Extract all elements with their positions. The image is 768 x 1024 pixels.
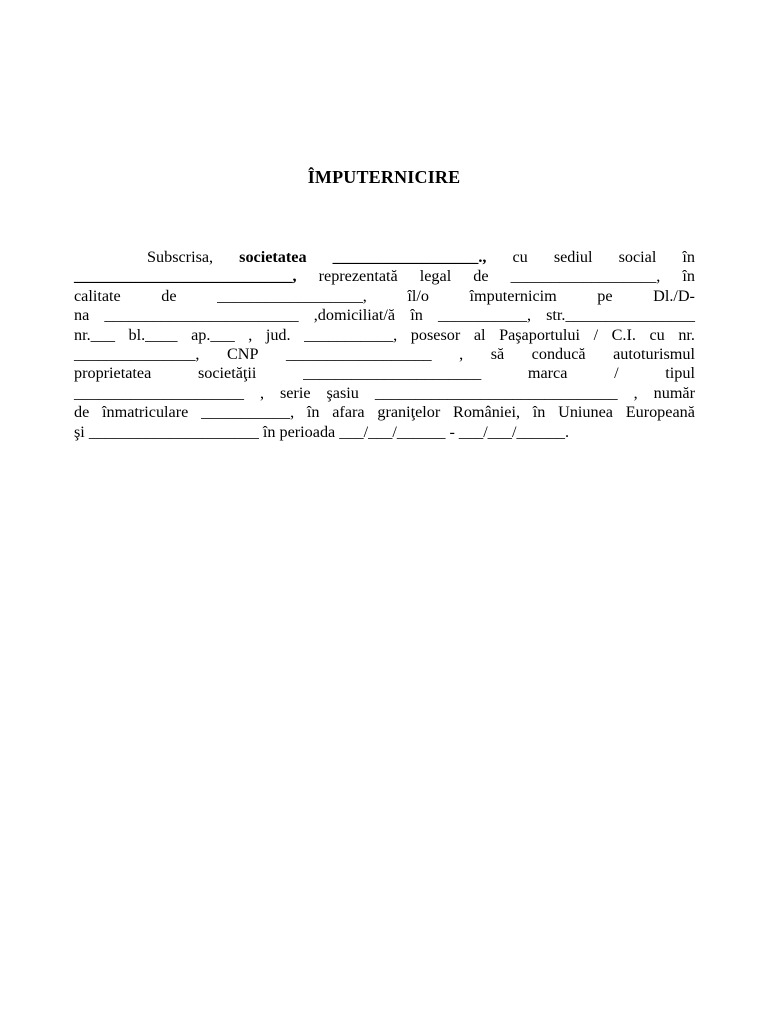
paragraph-line	[74, 403, 695, 422]
text-word: ,	[459, 344, 464, 363]
text-word: ,	[633, 383, 638, 402]
countries-blank: _____________________	[88, 422, 259, 441]
text-word: CNP	[226, 344, 259, 363]
county-blank: ___________,	[304, 325, 398, 344]
company-blank: ______________________	[303, 364, 482, 383]
paragraph-line	[74, 306, 695, 325]
text-word: sediul	[553, 248, 593, 266]
text-word: jud.	[265, 325, 291, 344]
document-body	[74, 248, 695, 442]
text-word: serie	[279, 383, 311, 402]
text-word: graniţelor	[377, 403, 441, 422]
text-word: în	[532, 403, 546, 422]
apartment-blank: ap.___	[191, 325, 235, 344]
text-word: na	[74, 306, 90, 325]
start-date-blank: ___/___/______	[339, 422, 446, 441]
text-word: C.I.	[611, 325, 636, 344]
text-word: ,domiciliat/ă	[313, 306, 396, 325]
text-word: de	[74, 403, 90, 422]
text-word: Paşaportului	[499, 325, 580, 344]
block-blank: bl.____	[128, 325, 178, 344]
text-word: de	[161, 286, 177, 305]
paragraph-line	[74, 364, 695, 383]
text-word: reprezentată	[318, 267, 398, 286]
text-word: ,	[248, 325, 253, 344]
text-word: în	[682, 267, 695, 286]
city-blank: ___________,	[437, 306, 532, 325]
paragraph-line	[74, 248, 695, 267]
paragraph-line	[74, 287, 695, 306]
text-word: în	[306, 403, 320, 422]
text-word: Uniunea	[558, 403, 613, 422]
cnp-blank: __________________	[285, 344, 432, 363]
text-word: şi	[74, 422, 85, 441]
text-word: în	[682, 248, 695, 266]
registration-blank: ___________,	[201, 403, 295, 422]
id-number-blank: _______________,	[74, 344, 200, 363]
paragraph-line	[74, 423, 695, 442]
text-word: în	[262, 422, 276, 441]
document-title: ÎMPUTERNICIRE	[307, 167, 461, 187]
paragraph-line	[74, 326, 695, 345]
text-word: în	[410, 306, 423, 325]
text-word: să	[490, 344, 505, 363]
text-word: -	[449, 422, 455, 441]
text-word: Europeană	[625, 403, 695, 422]
text-word: /	[593, 325, 599, 344]
text-word: cu	[649, 325, 665, 344]
text-word: calitate	[74, 286, 121, 305]
text-word-bold: societatea	[239, 248, 307, 266]
text-word: număr	[653, 383, 695, 402]
text-word: marca	[527, 364, 568, 383]
end-date-blank: ___/___/______.	[458, 422, 570, 441]
person-name-blank: ________________________	[104, 306, 299, 325]
position-blank: __________________,	[217, 286, 367, 305]
text-word: îl/o	[407, 286, 429, 305]
text-word: împuternicim	[469, 286, 557, 305]
text-word: pe	[597, 286, 613, 305]
text-word: României,	[453, 403, 521, 422]
company-name-blank: __________________.,	[332, 248, 487, 266]
representative-blank: __________________,	[510, 267, 661, 286]
text-word: al	[473, 325, 486, 344]
text-word: şasiu	[326, 383, 359, 402]
text-word: /	[614, 364, 619, 383]
text-word: social	[618, 248, 657, 266]
text-word: societăţii	[197, 364, 257, 383]
address-blank: ___________________________,	[74, 267, 297, 286]
text-word: proprietatea	[74, 364, 152, 383]
text-word: nr.	[678, 325, 695, 344]
text-word: conducă	[531, 344, 586, 363]
text-word: Dl./D-	[653, 286, 695, 305]
text-word: afara	[332, 403, 365, 422]
text-word: perioada	[279, 422, 336, 441]
text-word: Subscrisa,	[147, 248, 214, 266]
number-blank: nr.___	[74, 325, 115, 344]
text-word: autoturismul	[613, 344, 695, 363]
vehicle-model-blank: _____________________	[74, 383, 244, 402]
paragraph-line	[74, 345, 695, 364]
text-word: de	[473, 267, 489, 286]
text-word: legal	[419, 267, 452, 286]
text-word: ,	[259, 383, 264, 402]
text-word: posesor	[410, 325, 461, 344]
text-word: înmatriculare	[102, 403, 189, 422]
paragraph-line	[74, 384, 695, 403]
paragraph-line	[74, 267, 695, 286]
text-word: tipul	[665, 364, 695, 383]
chassis-blank: ______________________________	[374, 383, 618, 402]
text-word: cu	[512, 248, 528, 266]
street-blank: str.________________	[546, 306, 695, 325]
